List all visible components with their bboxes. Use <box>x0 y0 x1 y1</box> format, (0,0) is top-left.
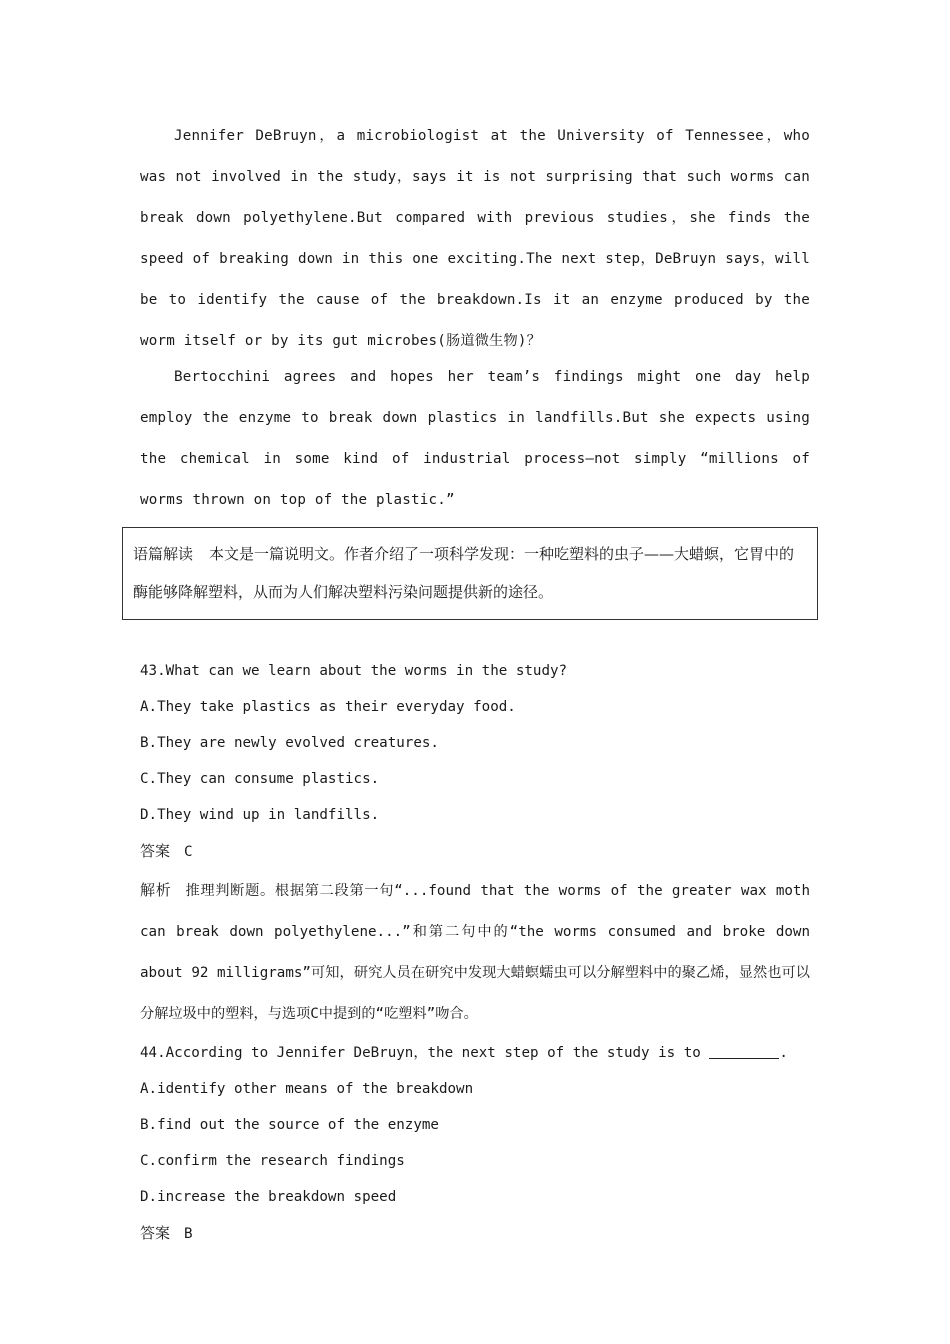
answer-label: 答案 <box>140 842 171 860</box>
reading-summary-text: 本文是一篇说明文。作者介绍了一项科学发现：一种吃塑料的虫子——大蜡螟，它胃中的酶能够降解塑料，从而为人们解决塑料污染问题提供新的途径。 <box>133 545 795 601</box>
explanation-label: 解析 <box>140 881 172 899</box>
document-page <box>133 116 810 1252</box>
question-44-stem <box>140 1035 810 1071</box>
question-43-option-a: A.They take plastics as their everyday food. <box>140 699 516 715</box>
question-44-stem-text: 44.According to Jennifer DeBruyn，the next step of the study is to <box>140 1045 701 1061</box>
question-43-option-c: C.They can consume plastics. <box>140 771 380 787</box>
question-43 <box>140 653 810 1035</box>
question-43-stem: 43.What can we learn about the worms in the study? <box>140 663 568 679</box>
question-43-option-d: D.They wind up in landfills. <box>140 807 380 823</box>
reading-summary-tag: 语篇解读 <box>133 545 194 563</box>
passage-paragraph-2: Bertocchini agrees and hopes her team’s findings might one day help employ the enzyme to break down plastics in landfills.But she expects using the chemical in some kind of industrial process—not simply “millions of worms thrown on top of the plastic.” <box>140 369 810 508</box>
question-43-explanation <box>140 870 810 1035</box>
question-44-option-b: B.find out the source of the enzyme <box>140 1117 439 1133</box>
explanation-text: 推理判断题。根据第二段第一句“...found that the worms of the greater wax moth can break down polyethylene...”和第二句中的“the worms consumed and broke down about 92 milligrams”可知，研究人员在研究中发现大蜡螟蠕虫可以分解塑料中的聚乙烯，显然也可以分解垃圾中的塑料，与选项C中提到的“吃塑料”吻合。 <box>140 883 810 1022</box>
answer-value: C <box>184 844 193 860</box>
question-44-option-a: A.identify other means of the breakdown <box>140 1081 474 1097</box>
question-43-answer <box>140 833 810 870</box>
question-44-answer <box>140 1215 810 1252</box>
question-44-option-c: C.confirm the research findings <box>140 1153 405 1169</box>
answer-blank <box>709 1044 779 1059</box>
question-44 <box>140 1035 810 1252</box>
question-43-option-b: B.They are newly evolved creatures. <box>140 735 439 751</box>
reading-summary-box <box>122 527 818 620</box>
question-44-stem-end: . <box>779 1045 788 1061</box>
passage-paragraph-1: Jennifer DeBruyn，a microbiologist at the University of Tennessee，who was not involved in the study，says it is not surprising that such worms can break down polyethylene.But compared with previous studies，she finds the speed of breaking down in this one exciting.The next step，DeBruyn says，will be to identify the cause of the breakdown.Is it an enzyme produced by the worm itself or by its gut microbes(肠道微生物)？ <box>140 128 810 349</box>
question-44-option-d: D.increase the breakdown speed <box>140 1189 397 1205</box>
answer-label: 答案 <box>140 1224 171 1242</box>
answer-value: B <box>184 1226 193 1242</box>
